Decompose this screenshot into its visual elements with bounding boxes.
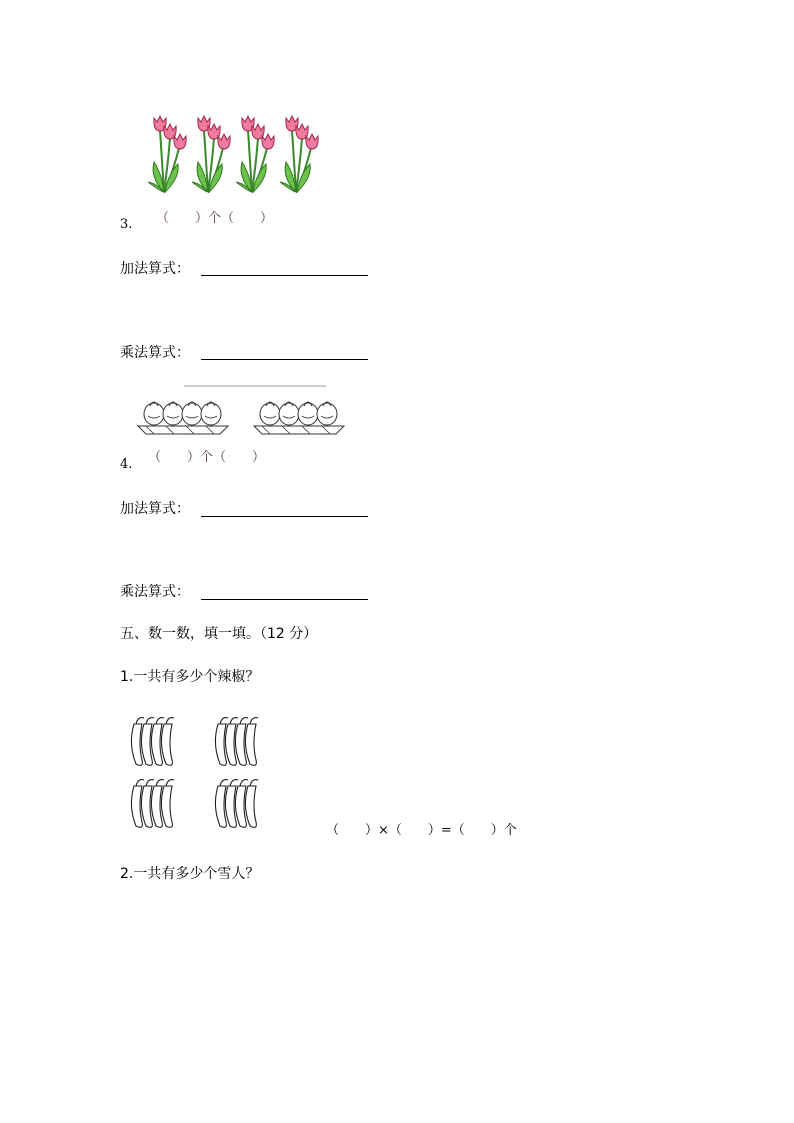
question-4-addition-label: 加法算式： (120, 501, 190, 517)
pepper-bunch-icon (131, 780, 174, 828)
tulip-bunch-icon (192, 116, 230, 192)
question-3-addition-blank[interactable] (201, 275, 368, 276)
question-3-addition-label: 加法算式： (120, 261, 190, 277)
bun-trays-image (136, 382, 352, 440)
tulip-bunch-icon (280, 116, 318, 192)
section-5-question-2: 2.一共有多少个雪人？ (120, 866, 260, 882)
section-5-heading: 五、数一数，填一填。（12 分） (120, 626, 318, 642)
section-5-question-1: 1.一共有多少个辣椒？ (120, 669, 260, 685)
question-4-multiplication-label: 乘法算式： (120, 584, 190, 600)
pepper-multiplication-formula: （ ）×（ ）=（ ）个 (326, 823, 517, 838)
question-3-multiplication-label: 乘法算式： (120, 345, 190, 361)
bun-tray-icon (138, 402, 228, 434)
question-4-count-blanks: （ ）个（ ） (148, 450, 266, 465)
question-3-multiplication-blank[interactable] (201, 359, 368, 360)
pepper-bunch-icon (131, 718, 174, 766)
tulip-group-image (140, 112, 320, 196)
question-3-number: 3. (120, 217, 133, 232)
question-3-count-blanks: （ ）个（ ） (156, 211, 274, 226)
pepper-bunch-icon (215, 780, 258, 828)
question-4-multiplication-blank[interactable] (201, 599, 368, 600)
pepper-groups-image (126, 712, 276, 830)
tulip-bunch-icon (148, 116, 186, 192)
question-4-addition-blank[interactable] (201, 516, 368, 517)
pepper-bunch-icon (215, 718, 258, 766)
bun-tray-icon (254, 402, 344, 434)
tulip-bunch-icon (236, 116, 274, 192)
question-4-number: 4. (120, 457, 133, 472)
